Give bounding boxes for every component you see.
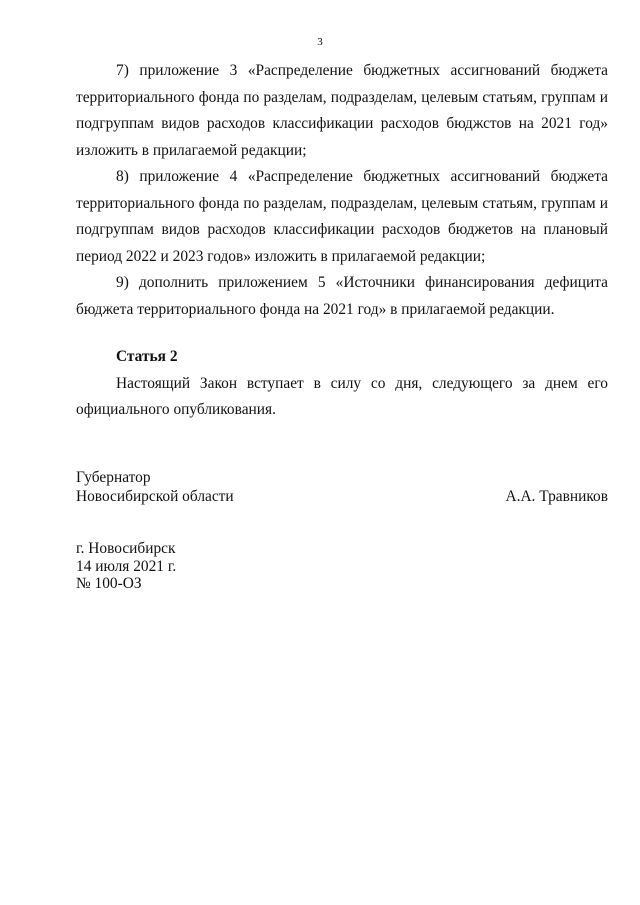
amendments-list (76, 58, 608, 323)
signer-position-line2: Новосибирской области (76, 488, 234, 505)
signature-row (76, 487, 608, 506)
article-text: Настоящий Закон вступает в силу со дня, следующего за днем его официального опубликования. (76, 374, 608, 418)
signer-name: А.А. Травников (505, 488, 608, 505)
page-number: 3 (317, 36, 323, 48)
signer-position-line1: Губернатор (76, 469, 151, 486)
date: 14 июля 2021 г. (76, 557, 177, 575)
amendment-item-7: 7) приложение 3 «Распределение бюджетных ассигнований бюджета территориального фонда по разделам, подразделам, целевым статьям, группам и подгруппам видов расходов классификации расходов бюджстов на 2021 год» изложить в прилагаемой редакции; (76, 62, 608, 159)
city: г. Новосибирск (76, 540, 176, 557)
article-title: Статья 2 (116, 348, 178, 365)
article-2 (76, 344, 608, 424)
place-date-block (76, 540, 176, 593)
signature-block (76, 468, 608, 506)
amendment-item-9: 9) дополнить приложением 5 «Источники финансирования дефицита бюджета территориального фонда на 2021 год» в прилагаемой редакции. (76, 274, 608, 318)
amendment-item-8: 8) приложение 4 «Распределение бюджетных ассигнований бюджета территориального фонда по разделам, подразделам, целевым статьям, группам и подгруппам видов расходов классификации расходов бюджетов на плановый период 2022 и 2023 годов» изложить в прилагаемой редакции; (76, 168, 608, 265)
law-number: № 100-ОЗ (76, 575, 142, 592)
